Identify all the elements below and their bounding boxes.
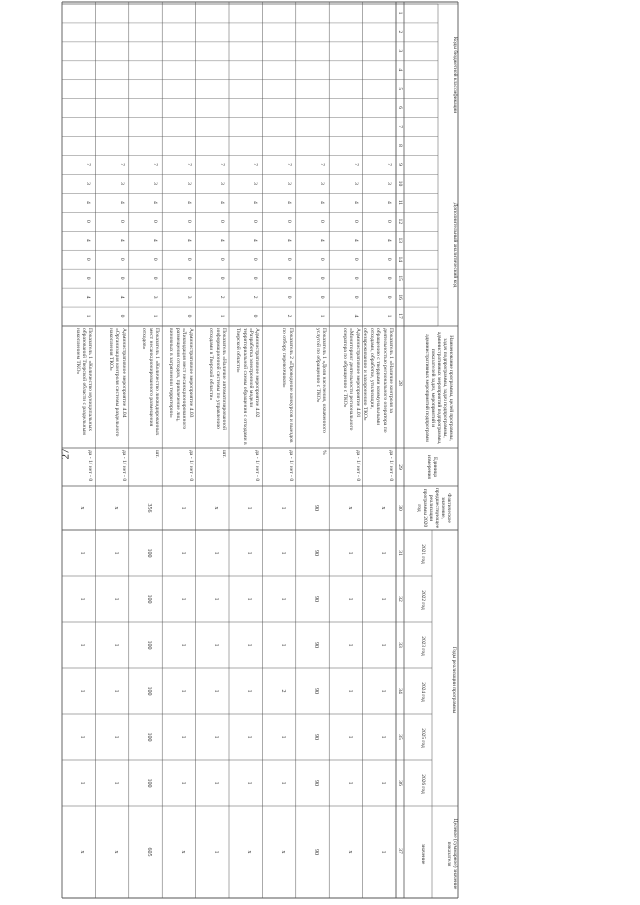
code-cell: 7 <box>185 163 192 166</box>
header-year-2024: 2024 год <box>420 682 426 702</box>
header-number: 36 <box>397 780 403 786</box>
code-cell: 0 <box>319 276 326 280</box>
row-year-value: 1 <box>380 781 386 785</box>
row-target: 605 <box>146 847 153 857</box>
code-cell: 0 <box>352 276 359 280</box>
code-cell: 4 <box>285 238 292 242</box>
row-year-value: 90 <box>313 596 320 602</box>
code-cell: 0 <box>352 219 359 223</box>
row-year-value: 1 <box>213 643 219 647</box>
code-cell: 4 <box>118 238 125 242</box>
row-year-value: 1 <box>246 597 253 601</box>
row-year-value: 100 <box>146 594 153 604</box>
row-fact: x <box>380 506 386 510</box>
header-year-2025: 2025 год <box>420 728 426 748</box>
code-cell: 4 <box>252 201 259 204</box>
code-cell: 3 <box>85 182 92 185</box>
header-number: 7 <box>397 125 403 129</box>
code-cell: 7 <box>118 163 125 166</box>
row-year-value: 1 <box>112 735 119 739</box>
row-year-value: 1 <box>213 781 219 785</box>
row-fact: x <box>79 506 86 510</box>
row-fact: x <box>346 506 353 510</box>
code-cell: 7 <box>252 163 259 166</box>
row-year-value: 1 <box>279 551 286 555</box>
row-target: x <box>279 850 286 854</box>
row-unit: да - 1/ нет - 0 <box>120 450 127 482</box>
code-cell: 7 <box>219 163 225 166</box>
row-unit: да - 1/ нет - 0 <box>87 450 94 482</box>
code-cell: 3 <box>219 182 225 185</box>
code-cell: 0 <box>386 257 392 261</box>
row-name: Административное мероприятие 4.02 «Разработка электронной модели территориальной схемы обращения с отходами в Тверской области» <box>235 328 261 445</box>
code-cell: 0 <box>152 276 159 280</box>
row-year-value: 1 <box>246 689 253 693</box>
row-target: x <box>179 850 186 854</box>
header-unit: Единица измерения <box>426 454 438 480</box>
header-fact: Фактическое значение, предшествующее реализации программы 2020 год <box>416 488 452 529</box>
code-cell: 0 <box>152 219 159 223</box>
page-number: 27 <box>59 448 72 460</box>
row-year-value: 1 <box>380 597 386 601</box>
header-number: 33 <box>397 642 403 648</box>
code-cell: 0 <box>219 257 225 261</box>
rotated-table-wrapper <box>50 0 460 900</box>
header-number: 5 <box>397 87 403 91</box>
row-unit: шт. <box>154 450 161 458</box>
code-cell: 1 <box>319 314 326 318</box>
header-program-years: Годы реализации программы <box>451 646 457 714</box>
row-name: Показатель 1 «Количество ликвидированных мест несанкционированного размещения отходов» <box>141 328 161 436</box>
row-year-value: 1 <box>79 689 86 693</box>
header-year-2022: 2022 год <box>420 590 426 610</box>
header-year-2023: 2023 год <box>420 636 426 656</box>
code-cell: 7 <box>386 163 392 166</box>
header-number: 13 <box>397 237 403 244</box>
header-number: 6 <box>397 106 403 110</box>
header-year-2026: 2026 год <box>420 774 426 794</box>
row-year-value: 1 <box>346 597 353 601</box>
header-year-2021: 2021 год <box>420 544 426 564</box>
row-year-value: 1 <box>346 781 353 785</box>
header-number: 37 <box>397 848 403 854</box>
code-cell: 0 <box>252 314 259 318</box>
code-cell: 0 <box>118 257 125 261</box>
code-cell: 4 <box>319 201 326 204</box>
row-year-value: 1 <box>346 551 353 555</box>
row-year-value: 90 <box>313 550 320 556</box>
row-year-value: 1 <box>179 781 186 785</box>
row-year-value: 1 <box>112 597 119 601</box>
code-cell: 1 <box>386 314 392 318</box>
row-year-value: 90 <box>313 642 320 648</box>
row-year-value: 1 <box>380 735 386 739</box>
row-year-value: 1 <box>213 551 219 555</box>
row-name: Административное мероприятие 4.04 «Организация контроля системы раздельного накопления ТКО» <box>108 328 127 437</box>
row-year-value: 1 <box>279 643 286 647</box>
header-value: значение <box>420 843 426 865</box>
code-cell: 1 <box>85 314 92 318</box>
code-cell: 7 <box>285 163 292 166</box>
header-budget-codes: Коды бюджетной классификации <box>452 36 458 114</box>
row-year-value: 90 <box>313 734 320 740</box>
header-number: 3 <box>397 49 403 53</box>
header-number: 17 <box>397 313 403 319</box>
code-cell: 3 <box>185 182 192 185</box>
header-additional-analytic: Дополнительный аналитический код <box>452 202 458 288</box>
row-fact: x <box>213 506 219 510</box>
code-cell: 0 <box>185 219 192 223</box>
row-year-value: 1 <box>79 551 86 555</box>
code-cell: 4 <box>352 201 359 204</box>
code-cell: 3 <box>386 182 392 185</box>
row-unit: да - 1/ нет - 0 <box>187 450 194 482</box>
code-cell: 0 <box>219 276 225 280</box>
code-cell: 4 <box>352 314 359 318</box>
code-cell: 4 <box>352 238 359 242</box>
row-fact: 356 <box>146 503 153 513</box>
header-number: 32 <box>397 596 403 602</box>
header-number: 30 <box>397 505 403 511</box>
row-year-value: 1 <box>279 597 286 601</box>
row-year-value: 1 <box>79 735 86 739</box>
row-year-value: 2 <box>279 689 286 693</box>
row-target: x <box>346 850 353 854</box>
code-cell: 4 <box>85 201 92 204</box>
code-cell: 4 <box>185 201 192 204</box>
row-name: Показатель 2 «Проведение конкурсов и выездов по отбору перевозчиков» <box>281 328 294 443</box>
row-year-value: 1 <box>246 781 253 785</box>
row-year-value: 1 <box>79 597 86 601</box>
code-cell: 1 <box>219 314 225 318</box>
row-fact: 1 <box>246 506 253 510</box>
code-cell: 3 <box>319 182 326 185</box>
row-year-value: 1 <box>179 735 186 739</box>
row-fact: 1 <box>279 506 286 510</box>
row-year-value: 1 <box>179 551 186 555</box>
code-cell: 3 <box>285 182 292 185</box>
budget-program-table <box>60 0 460 900</box>
row-year-value: 1 <box>279 781 286 785</box>
row-year-value: 1 <box>179 643 186 647</box>
row-name: Показатель 1 «Наличие контроля за деятельностью регионального оператора по обращению с твердыми коммунальными отходами, обработке, утилизации, обезвреживанию и захоронению ТКО» <box>362 328 394 433</box>
row-year-value: 100 <box>146 686 153 696</box>
header-number: 31 <box>397 550 403 556</box>
code-cell: 0 <box>118 219 125 223</box>
code-cell: 0 <box>85 219 92 223</box>
row-year-value: 100 <box>146 548 153 558</box>
row-year-value: 1 <box>79 643 86 647</box>
code-cell: 4 <box>386 201 392 204</box>
code-cell: 3 <box>152 182 159 185</box>
code-cell: 0 <box>85 257 92 261</box>
code-cell: 0 <box>185 276 192 280</box>
row-unit: да - 1/ нет - 0 <box>388 450 394 482</box>
code-cell: 0 <box>252 219 259 223</box>
row-year-value: 1 <box>213 689 219 693</box>
code-cell: 0 <box>319 219 326 223</box>
code-cell: 0 <box>386 295 392 299</box>
header-number: 12 <box>397 218 403 225</box>
row-year-value: 1 <box>112 643 119 647</box>
code-cell: 2 <box>285 314 292 318</box>
code-cell: 3 <box>185 295 192 299</box>
row-year-value: 1 <box>246 643 253 647</box>
row-name: Показатель 1 «Количество муниципальных образований Тверской области с раздельным накоплением ТКО» <box>74 328 94 435</box>
code-cell: 0 <box>185 257 192 261</box>
code-cell: 0 <box>85 276 92 280</box>
row-name: Административное мероприятие 4.03 «Ликвидация мест несанкционированного размещения отходов, привлечение лиц, виновных в загрязнении территории» <box>168 328 194 430</box>
code-cell: 1 <box>152 314 159 318</box>
row-year-value: 1 <box>380 551 386 555</box>
row-year-value: 1 <box>112 551 119 555</box>
code-cell: 4 <box>319 238 326 242</box>
header-number: 11 <box>397 199 403 206</box>
row-name: Показатель «Наличие автоматизированной информационной системы по управлению отходами в Тверской области» <box>208 328 227 430</box>
row-year-value: 1 <box>279 735 286 739</box>
code-cell: 4 <box>152 201 159 204</box>
row-year-value: 1 <box>79 781 86 785</box>
code-cell: 4 <box>118 295 125 299</box>
code-cell: 4 <box>85 238 92 242</box>
code-cell: 4 <box>219 238 225 242</box>
code-cell: 2 <box>252 295 259 299</box>
row-target: x <box>112 850 119 854</box>
code-cell: 7 <box>352 163 359 166</box>
header-number: 34 <box>397 688 403 694</box>
code-cell: 4 <box>219 201 225 204</box>
code-cell: 0 <box>319 295 326 299</box>
row-year-value: 1 <box>246 735 253 739</box>
code-cell: 0 <box>252 276 259 280</box>
row-target: 1 <box>213 850 219 854</box>
row-year-value: 100 <box>146 732 153 742</box>
row-year-value: 1 <box>346 735 353 739</box>
header-number: 2 <box>397 30 403 34</box>
code-cell: 4 <box>285 201 292 204</box>
row-year-value: 1 <box>380 689 386 693</box>
row-year-value: 100 <box>146 778 153 788</box>
header-number: 10 <box>397 180 403 187</box>
code-cell: 4 <box>252 238 259 242</box>
code-cell: 4 <box>185 238 192 242</box>
code-cell: 0 <box>118 314 125 318</box>
code-cell: 4 <box>152 238 159 242</box>
code-cell: 7 <box>319 163 326 166</box>
code-cell: 0 <box>319 257 326 261</box>
row-year-value: 1 <box>213 597 219 601</box>
code-cell: 0 <box>285 257 292 261</box>
row-target: x <box>79 850 86 854</box>
code-cell: 4 <box>118 201 125 204</box>
code-cell: 0 <box>219 219 225 223</box>
row-year-value: 1 <box>112 689 119 693</box>
code-cell: 3 <box>118 182 125 185</box>
header-number: 14 <box>397 256 403 263</box>
row-year-value: 1 <box>112 781 119 785</box>
row-fact: 90 <box>313 505 320 511</box>
row-target: 1 <box>380 850 386 854</box>
code-cell: 7 <box>152 163 159 166</box>
code-cell: 0 <box>185 314 192 318</box>
code-cell: 0 <box>352 295 359 299</box>
row-year-value: 1 <box>380 643 386 647</box>
row-year-value: 90 <box>313 780 320 786</box>
row-fact: 1 <box>179 506 186 510</box>
code-cell: 0 <box>285 219 292 223</box>
header-number: 1 <box>397 11 403 15</box>
row-unit: да - 1/ нет - 0 <box>254 450 261 482</box>
row-target: 90 <box>313 849 320 855</box>
row-year-value: 1 <box>346 689 353 693</box>
header-number: 29 <box>397 464 403 470</box>
header-number: 16 <box>397 294 403 300</box>
header-number: 8 <box>397 144 403 147</box>
code-cell: 0 <box>118 276 125 280</box>
code-cell: 0 <box>386 219 392 223</box>
code-cell: 4 <box>386 238 392 242</box>
header-number: 35 <box>397 734 403 740</box>
row-target: x <box>246 850 253 854</box>
header-number: 28 <box>397 380 403 386</box>
code-cell: 0 <box>285 276 292 280</box>
code-cell: 0 <box>386 276 392 280</box>
row-year-value: 1 <box>346 643 353 647</box>
code-cell: 0 <box>252 257 259 261</box>
header-target-value: Целевое (суммарное) значение показателя <box>446 818 458 890</box>
code-cell: 4 <box>85 295 92 299</box>
row-unit: да - 1/ нет - 0 <box>287 450 294 482</box>
header-number: 4 <box>397 68 403 72</box>
code-cell: 0 <box>285 295 292 299</box>
row-year-value: 1 <box>246 551 253 555</box>
row-unit: % <box>321 450 328 455</box>
row-name: Административное мероприятие 4.01 «Мониторинг деятельности регионального оператора по обращению с ТКО» <box>341 328 361 431</box>
code-cell: 7 <box>85 163 92 166</box>
row-name: Показатель 1 «Доля населения, охваченного услугой по обращению с ТКО» <box>314 328 328 433</box>
header-number: 9 <box>397 163 403 166</box>
code-cell: 3 <box>152 295 159 299</box>
header-name: Наименование программы, целей программы, задач подпрограммы, задач подпрограммы, административных мероприятий подпрограммы, показателей задач, мероприятий и административных мероприятий подпрограмм <box>424 331 454 445</box>
code-cell: 3 <box>352 182 359 185</box>
code-cell: 0 <box>352 257 359 261</box>
row-fact: x <box>112 506 119 510</box>
row-unit: шт. <box>221 450 227 458</box>
row-unit: да - 1/ нет - 0 <box>354 450 361 482</box>
code-cell: 3 <box>252 182 259 185</box>
code-cell: 2 <box>219 295 225 299</box>
header-number: 15 <box>397 275 403 281</box>
row-year-value: 100 <box>146 640 153 650</box>
row-year-value: 90 <box>313 688 320 694</box>
row-year-value: 1 <box>179 597 186 601</box>
row-year-value: 1 <box>213 735 219 739</box>
code-cell: 0 <box>152 257 159 261</box>
row-year-value: 1 <box>179 689 186 693</box>
